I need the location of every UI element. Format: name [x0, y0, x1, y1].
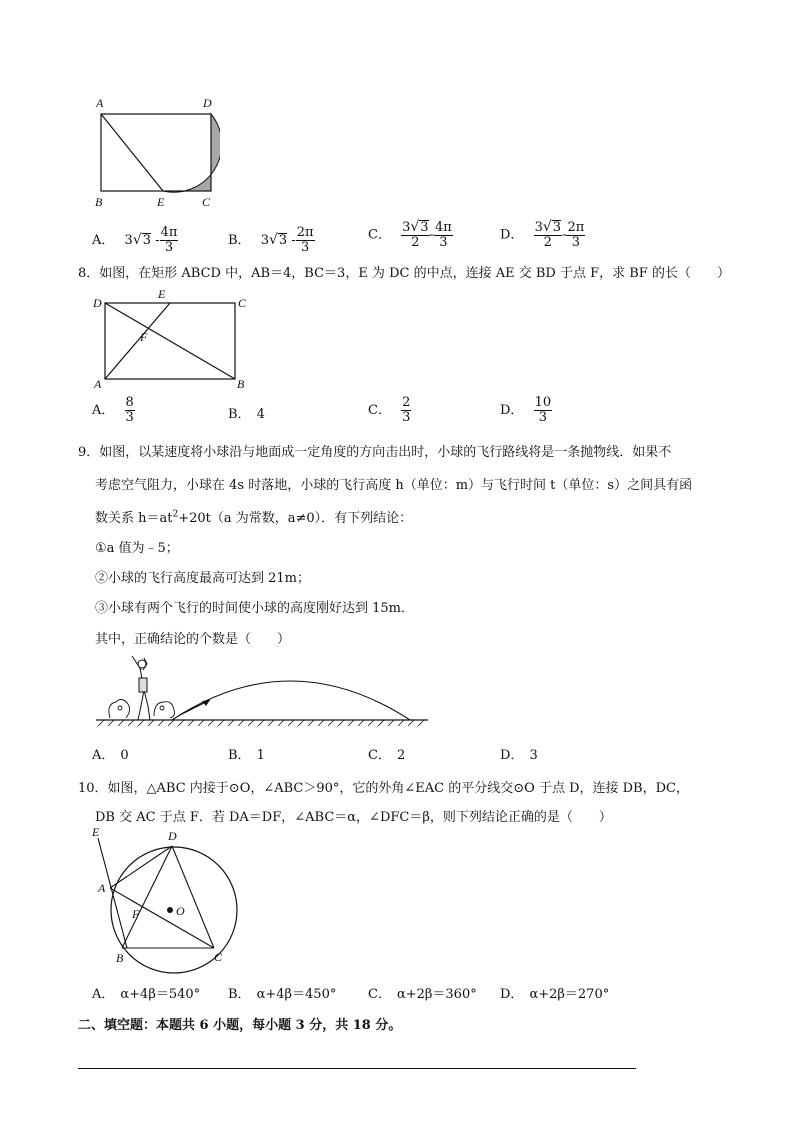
q10-option-b[interactable]: B． α+4β＝450°: [228, 987, 337, 1002]
q7-label-c: C: [202, 195, 211, 209]
q10-label-e: E: [92, 826, 100, 839]
q9-bush-left: [109, 699, 130, 718]
q10-line1: 10．如图，△ABC 内接于⊙O，∠ABC＞90°，它的外角∠EAC 的平分线交⊙O 于点 D，连接 DB，DC，: [78, 781, 689, 796]
q10-option-d[interactable]: D． α+2β＝270°: [500, 987, 610, 1002]
q9-option-b[interactable]: B． 1: [228, 748, 265, 763]
q9-conclusion-1: ①a 值为﹣5；: [95, 541, 179, 556]
q7-label-e: E: [157, 195, 165, 209]
q8-segment-db: [105, 303, 235, 379]
q9-option-a[interactable]: A． 0: [92, 748, 129, 763]
q10-option-c[interactable]: C． α+2β＝360°: [368, 987, 477, 1002]
q10-label-c: C: [214, 950, 223, 964]
q9-ask: 其中，正确结论的个数是（ ）: [95, 632, 291, 647]
q10-option-a[interactable]: A． α+4β＝540°: [92, 987, 201, 1002]
q10-figure: [86, 826, 246, 976]
q9-option-d[interactable]: D． 3: [500, 748, 538, 763]
q10-segment-dc: [172, 846, 214, 948]
q9-golfer-figure: [132, 656, 150, 720]
q7-option-d[interactable]: D． $\frac{3√3}{2}$ - $\frac{2\pi}{3}$: [500, 219, 585, 250]
q10-label-f: F: [132, 907, 140, 921]
q10-segment-ac: [110, 888, 214, 948]
q9-figure: [92, 652, 432, 728]
q8-option-c[interactable]: C． $\frac{2}{3}$: [368, 395, 411, 425]
q10-center-dot: [167, 907, 173, 913]
q8-label-a: A: [94, 377, 102, 391]
q9-bush-right: [154, 702, 175, 718]
q9-trajectory-parabola: [172, 681, 410, 720]
q10-label-a: A: [98, 881, 106, 895]
q9-line2: 考虑空气阻力，小球在 4s 时落地，小球的飞行高度 h（单位：m）与飞行时间 t（单位：s）之间具有函: [95, 478, 693, 493]
q7-option-b[interactable]: B． 3√3 - $\frac{2\pi}{3}$: [228, 225, 314, 255]
q10-label-o: O: [176, 904, 185, 918]
q9-conclusion-2: ②小球的飞行高度最高可达到 21m；: [95, 571, 311, 586]
q7-figure: [90, 94, 220, 210]
q8-label-d: D: [93, 296, 102, 310]
q10-label-d: D: [168, 829, 177, 843]
q9-conclusion-3: ③小球有两个飞行的时间使小球的高度刚好达到 15m．: [95, 601, 415, 616]
q8-segment-ae: [105, 303, 170, 379]
q10-label-b: B: [116, 951, 124, 965]
q10-line2: DB 交 AC 于点 F．若 DA＝DF，∠ABC＝α，∠DFC＝β，则下列结论正确的是（ ）: [95, 810, 612, 825]
section2-heading: 二、填空题：本题共 6 小题，每小题 3 分，共 18 分。: [78, 1018, 402, 1033]
q9-ground-hatch: [98, 720, 424, 726]
q7-segment-ae: [101, 114, 163, 191]
q8-option-d[interactable]: D． $\frac{10}{3}$: [500, 395, 552, 425]
q7-label-a: A: [96, 96, 104, 110]
q8-label-f: F: [140, 330, 148, 344]
q9-line1: 9．如图，以某速度将小球沿与地面成一定角度的方向击出时，小球的飞行路线将是一条抛物线．如果不: [78, 445, 672, 460]
q8-figure: [88, 287, 258, 392]
q8-option-a[interactable]: A． $\frac{8}{3}$: [92, 395, 134, 425]
q7-label-b: B: [95, 195, 103, 209]
q10-segment-ad: [110, 846, 172, 888]
q9-option-c[interactable]: C． 2: [368, 748, 406, 763]
q7-rectangle: [101, 114, 211, 191]
q7-option-a[interactable]: A． 3√3 - $\frac{4\pi}{3}$: [92, 225, 178, 255]
q7-label-d: D: [203, 96, 212, 110]
q10-segment-db: [122, 846, 172, 948]
q8-label-e: E: [158, 287, 166, 301]
q9-line3: 数关系 $h=at^2+20t(a$ 为常数，a≠0）．有下列结论：: [95, 509, 413, 526]
q8-label-b: B: [237, 377, 245, 391]
q7-option-c[interactable]: C． $\frac{3√3}{2}$ - $\frac{4\pi}{3}$: [368, 219, 452, 250]
q8-option-b[interactable]: B． 4: [228, 407, 265, 422]
answer-line: [78, 1068, 636, 1069]
q8-stem: 8．如图，在矩形 ABCD 中，AB＝4，BC＝3，E 为 DC 的中点，连接 AE 交 BD 于点 F，求 BF 的长（ ）: [78, 266, 730, 281]
q8-label-c: C: [238, 296, 247, 310]
